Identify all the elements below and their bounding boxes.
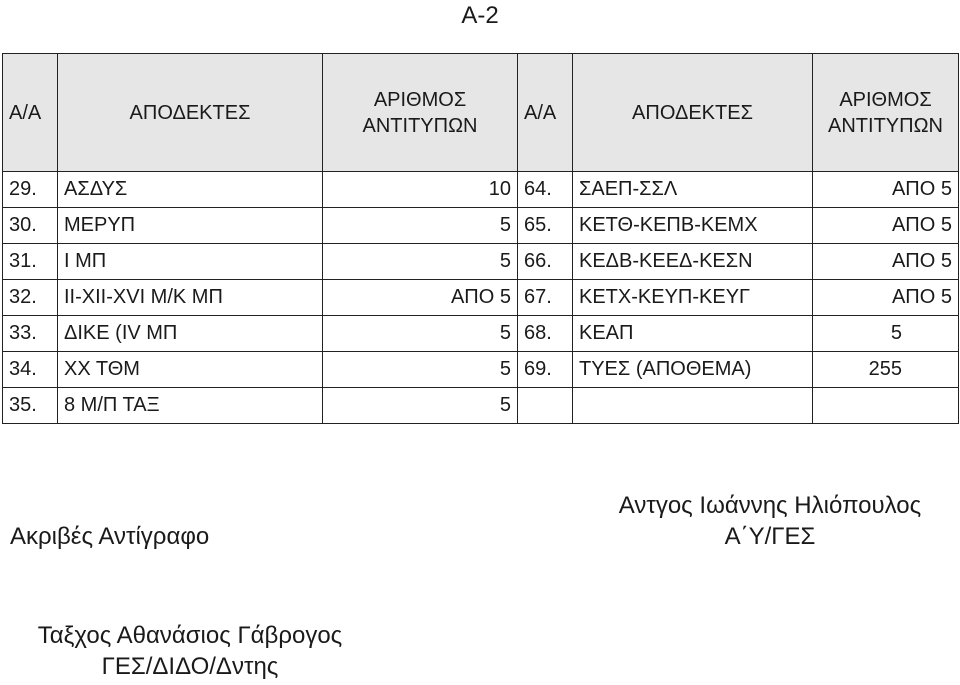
row-number: 35. [3,388,58,424]
row-number: 29. [3,172,58,208]
recipient-cell: ΑΣΔΥΣ [58,172,323,208]
recipient-cell: ΜΕΡΥΠ [58,208,323,244]
header-copies-right [813,54,959,172]
table-row [3,280,959,316]
row-number: 66. [518,244,573,280]
row-number [518,388,573,424]
row-number: 34. [3,352,58,388]
signer-name: Αντγος Ιωάννης Ηλιόπουλος [618,492,922,519]
recipient-cell [573,388,813,424]
copies-cell: 5 [323,352,518,388]
recipient-cell: ΚΕΤΘ-ΚΕΠΒ-ΚΕΜΧ [573,208,813,244]
header-recipients-left: ΑΠΟΔΕΚΤΕΣ [58,54,323,172]
row-number: 67. [518,280,573,316]
row-number: 68. [518,316,573,352]
recipient-cell: ΚΕΔΒ-ΚΕΕΔ-ΚΕΣΝ [573,244,813,280]
copies-cell: 255 [813,352,959,388]
copies-cell: 5 [323,208,518,244]
copies-cell: ΑΠΟ 5 [323,280,518,316]
header-copies-line2: ΑΝΤΙΤΥΠΩΝ [362,114,478,137]
row-number: 32. [3,280,58,316]
header-copies-line1: ΑΡΙΘΜΟΣ [373,88,467,111]
table-row [3,316,959,352]
recipient-cell: ΔΙΚΕ (IV ΜΠ [58,316,323,352]
copies-cell: 5 [323,388,518,424]
certified-copy-label: Ακριβές Αντίγραφο [10,523,210,550]
row-number: 33. [3,316,58,352]
copies-cell: ΑΠΟ 5 [813,244,959,280]
header-copies-left [323,54,518,172]
header-aa-left: Α/Α [3,54,58,172]
signer-title: Α΄Υ/ΓΕΣ [724,523,816,550]
clerk-name: Ταξχος Αθανάσιος Γάβρογος [37,622,343,649]
copies-cell: ΑΠΟ 5 [813,208,959,244]
table-header-row [3,54,959,172]
recipient-cell: ΚΕΤΧ-ΚΕΥΠ-ΚΕΥΓ [573,280,813,316]
row-number: 69. [518,352,573,388]
row-number: 30. [3,208,58,244]
clerk-block [10,620,370,682]
copies-cell: 5 [323,316,518,352]
distribution-table [2,53,959,424]
copies-cell: 10 [323,172,518,208]
recipient-cell: ΤΥΕΣ (ΑΠΟΘΕΜΑ) [573,352,813,388]
header-copies-line1: ΑΡΙΘΜΟΣ [839,88,932,111]
copies-cell: ΑΠΟ 5 [813,280,959,316]
recipient-cell: ΙΙ-ΧΙΙ-ΧVΙ Μ/Κ ΜΠ [58,280,323,316]
recipient-cell: 8 Μ/Π ΤΑΞ [58,388,323,424]
table-row [3,172,959,208]
header-copies-line2: ΑΝΤΙΤΥΠΩΝ [828,114,943,137]
header-aa-right: Α/Α [518,54,573,172]
recipient-cell: Ι ΜΠ [58,244,323,280]
row-number: 64. [518,172,573,208]
row-number: 65. [518,208,573,244]
page-number: Α-2 [461,2,499,29]
copies-cell: ΑΠΟ 5 [813,172,959,208]
table-row [3,208,959,244]
copies-cell [813,388,959,424]
recipient-cell: ΣΑΕΠ-ΣΣΛ [573,172,813,208]
signer-block [590,490,950,552]
table-row [3,352,959,388]
row-number: 31. [3,244,58,280]
recipient-cell: ΚΕΑΠ [573,316,813,352]
copies-cell: 5 [813,316,959,352]
recipient-cell: ΧΧ ΤΘΜ [58,352,323,388]
clerk-title: ΓΕΣ/ΔΙΔΟ/Δντης [101,653,279,680]
table-row [3,244,959,280]
header-recipients-right: ΑΠΟΔΕΚΤΕΣ [573,54,813,172]
table-row [3,388,959,424]
copies-cell: 5 [323,244,518,280]
